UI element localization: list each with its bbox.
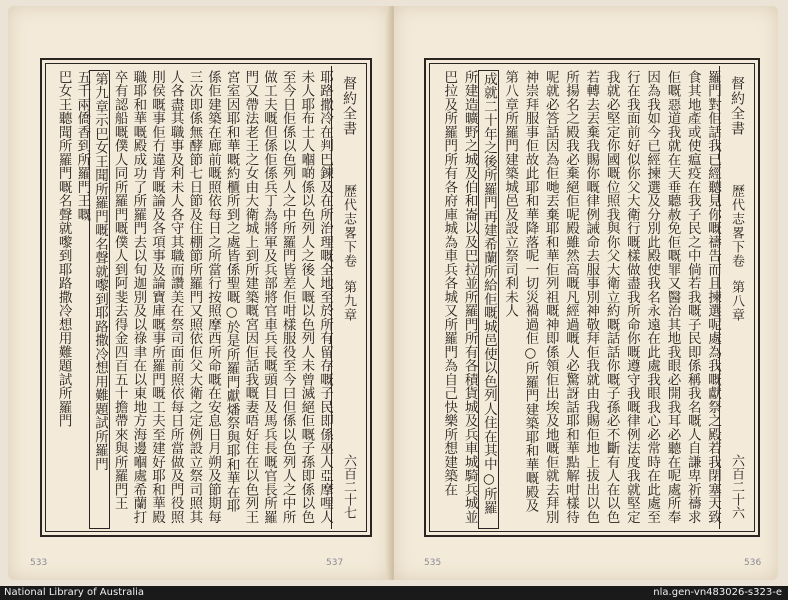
text-column: 羅門對佢話我已經聽見你嘅禱告而且揀選呢處為我嘅獻祭之殿若我閉塞天致 — [705, 70, 721, 524]
right-page — [394, 6, 778, 580]
image-identifier: nla.gen-vn483026-s323-e — [653, 587, 782, 598]
text-column: 宮室因耶和華嘅約櫃所到之處皆係聖嘅○於是所羅門獻燔祭與耶和華在耶 — [223, 70, 240, 513]
archive-footer — [0, 586, 788, 600]
text-column: 因為我如今已經揀選及分別此殿使我名永遠在此處我眼我心必常時在此處至 — [644, 70, 661, 524]
text-column: 刖侯嘅事佢冇違背嘅論及各項事及論寶庫嘅事所羅門嘅工夫至建好耶和華殿 — [149, 70, 165, 524]
pencil-mark: 536 — [744, 558, 762, 568]
text-column: 呢就必答話因為佢哋丟棄耶和華佢列祖嘅神即係領佢出埃及地嘅佢就去拜別 — [542, 70, 559, 524]
book-title: 督約全書 — [341, 76, 357, 136]
text-column: 未人耶布士人嗰啲係以色列人之後人嘅以色列人未曾滅絕佢嘅子孫即係以色 — [298, 70, 315, 524]
book-title: 督約全書 — [729, 76, 745, 136]
text-column: 我就必堅定你國嘅位照我與你父大衛立約嘅話話你嘅子孫必不斷有人在以色 — [603, 70, 620, 524]
text-column: 人各盡其職事及利未人各守其職而讚美在祭司面前照依每日所當做及門役照 — [167, 70, 184, 524]
right-margin-column — [719, 66, 755, 529]
text-column: 門又帶法老王之女由大衛城上到所建築嘅宮因佢話我嘅妻唔好住在以色列王 — [242, 70, 259, 524]
text-column: 行在我面前好似你父大衛行嘅樣做盡我所命你嘅遵守我嘅律例法度我就堅定 — [623, 70, 640, 524]
left-text-columns — [54, 70, 334, 525]
page-number: 六百二十六 — [729, 454, 744, 519]
left-margin-column — [331, 66, 367, 529]
text-column: 佢嘅惡道我就在天垂聽赦免佢嘅罪又醫治其地我眼必開我耳必聽在呢處所奉 — [664, 70, 681, 524]
text-column: 卒有認船嘅僕人同所羅門嘅僕人到阿斐去得金四百五十擔帶來與所羅門王 — [111, 70, 128, 510]
section-title: 歷代志畧下卷 — [729, 184, 744, 268]
left-text-frame — [40, 58, 372, 537]
text-column: 巴女王聽聞所羅門嘅名聲就嚟到耶路撒冷想用難題試所羅門 — [55, 70, 72, 428]
text-column: 三次即係無酵節七日節及住棚節所羅門又照依佢父大衛之定例設立祭司照其 — [186, 70, 203, 524]
section-title: 歷代志畧下卷 — [341, 184, 356, 268]
library-credit: National Library of Australia — [4, 587, 145, 598]
text-column: 至今日佢係以色列人之中所羅門皆差佢咁樣服役至今曰但係以色列人之中所 — [279, 70, 296, 524]
text-column: 食其地產或使瘟疫在我子民之中倘若我嘅子民即係稱我名嘅人自謙卑祈禱求 — [684, 70, 701, 524]
left-page — [8, 6, 390, 580]
text-column: 第八章所羅門建築城邑及設立祭司利未人 — [502, 70, 519, 318]
page-number: 六百二十七 — [341, 454, 356, 519]
right-text-frame — [424, 58, 760, 537]
pencil-mark: 537 — [326, 558, 344, 568]
text-column: 神崇拜服事佢故此耶和華降落呢一切災禍過佢○所羅門建築耶和華嘅殿及 — [522, 70, 539, 513]
chapter-label: 第八章 — [729, 280, 744, 322]
text-column: 巴拉及所羅門所有各府庫城為車兵各城又所羅門為自己快樂所想建築在 — [441, 70, 458, 497]
chapter-summary-column: 第九章示巴女王聞所羅門嘅名聲就嚟到耶路撒冷想用難題試所羅門 — [89, 70, 110, 529]
text-column: 五千兩僑香到所羅門王嘅 — [74, 70, 91, 222]
chapter-summary-column: 成就二十年之後所羅門再建希蘭所給佢嘅城邑使以色列人住在其中○所羅 — [478, 70, 499, 529]
text-column: 所揚名之殿我必棄絕佢呢殿雖然高嘅凡經過嘅人必驚訝話耶和華點解咁樣待 — [563, 70, 579, 524]
text-column: 做工夫嘅但係佢係兵丁為將軍及兵部將官車兵長嘅頭目及馬兵長嘅官長所羅 — [261, 70, 277, 524]
text-column: 係佢建築在廊前嘅照依每日之所當行按照摩西所命嘅在安息日月朔及節期每 — [205, 70, 221, 524]
text-column: 所建造曠野之城及伯和崙以及巴拉並所羅門所有各積貨城及兵車城騎兵城並 — [461, 70, 478, 524]
pencil-mark: 535 — [424, 558, 442, 568]
text-column: 若轉去丟棄我賜你嘅律例誡命去服事別神敬拜佢我就由我賜佢地上拔出以色 — [583, 70, 600, 524]
chapter-label: 第九章 — [341, 280, 356, 322]
text-column: 耶路撒冷在判巴鍊及在所治理嘅全地至於所有留存嘅子民即係巫人亞摩哩人 — [317, 70, 333, 524]
right-text-columns — [438, 70, 722, 525]
text-column: 職耶和華嘅殿成功了所羅門去以旬迦別及以祿聿在以東地方海邊嗰處希蘭打 — [130, 70, 147, 524]
pencil-mark: 533 — [30, 558, 48, 568]
